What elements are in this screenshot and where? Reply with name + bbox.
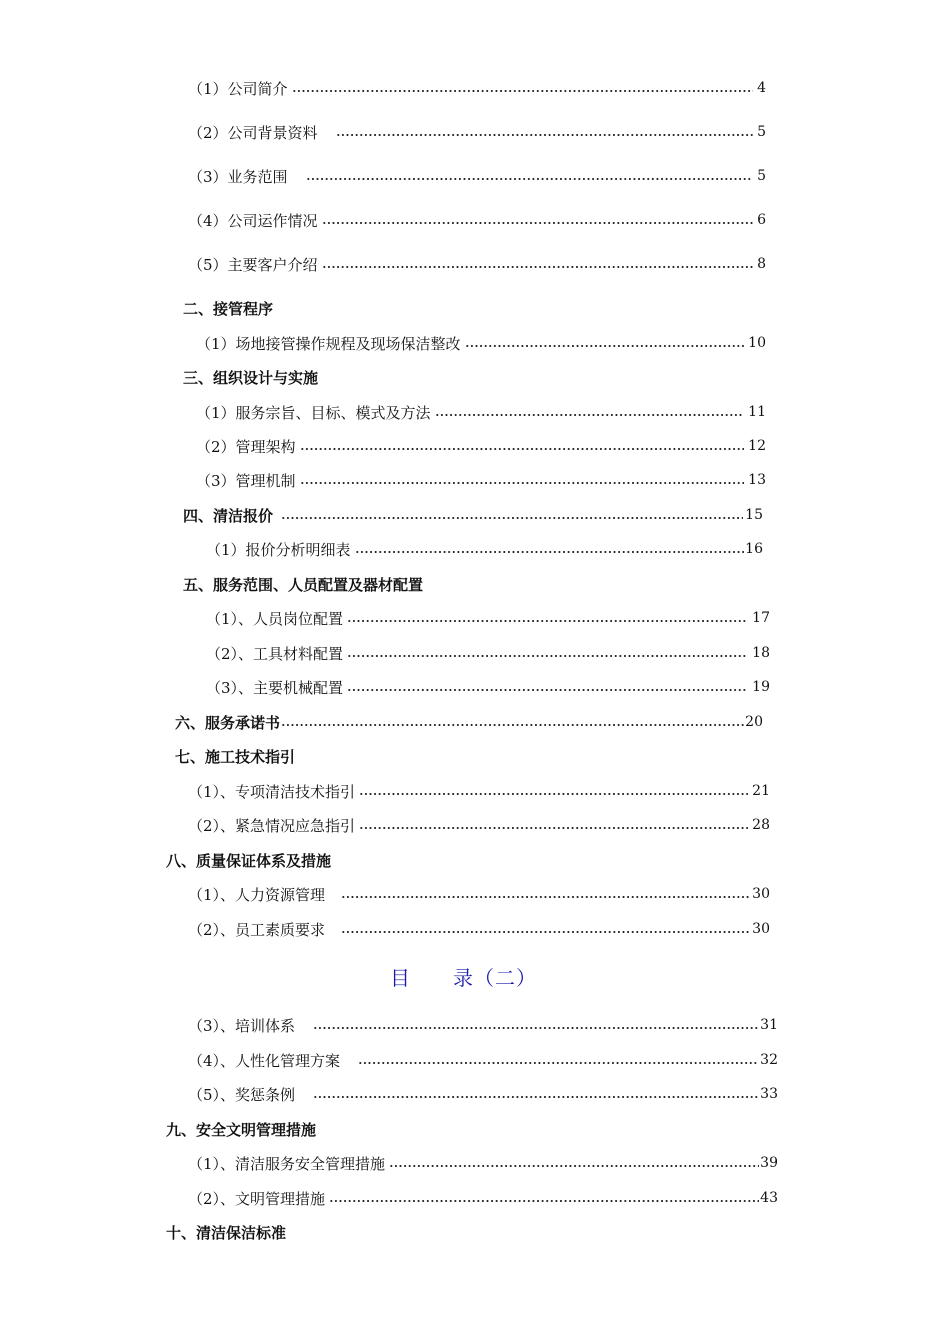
toc-entry-page: 39 [760, 1155, 778, 1171]
toc-entry-page: 11 [748, 404, 766, 420]
dot-leader [435, 414, 745, 416]
toc-entry-label: （1）、人员岗位配置 [206, 609, 344, 628]
dot-leader [336, 134, 754, 136]
toc-entry-page: 19 [752, 679, 770, 695]
dot-leader [300, 448, 745, 450]
toc-entry-site-takeover[interactable] [196, 332, 766, 354]
toc-entry-label: （1）场地接管操作规程及现场保洁整改 [196, 334, 461, 353]
toc-heading-label: 七、施工技术指引 [175, 747, 296, 766]
toc-heading-label: 三、组织设计与实施 [183, 368, 319, 387]
toc-entry-label: （4）、人性化管理方案 [188, 1051, 341, 1070]
toc-entry-label: （3）、培训体系 [188, 1016, 296, 1035]
toc-entry-hr-management[interactable] [188, 883, 770, 905]
toc-entry-page: 28 [752, 817, 770, 833]
toc-entry-page: 8 [757, 256, 766, 272]
toc-entry-page: 12 [748, 438, 766, 454]
toc-entry-tools-materials[interactable] [206, 642, 770, 664]
toc-entry-special-cleaning[interactable] [188, 780, 770, 802]
toc-entry-page: 17 [752, 610, 770, 626]
toc-entry-management-mechanism[interactable] [196, 469, 766, 491]
dot-leader [329, 1200, 759, 1202]
toc-heading-label: 六、服务承诺书 [175, 713, 281, 732]
toc-entry-page: 30 [752, 921, 770, 937]
toc-entry-label: （1）公司简介 [188, 79, 288, 98]
toc-heading-label: 二、接管程序 [183, 299, 274, 318]
toc-entry-page: 21 [752, 783, 770, 799]
toc-heading-safety-measures[interactable] [166, 1118, 316, 1140]
toc-entry-label: （4）公司运作情况 [188, 211, 318, 230]
toc-heading-organization[interactable] [183, 366, 318, 388]
toc-entry-label: （1）、人力资源管理 [188, 885, 326, 904]
toc-entry-main-clients[interactable] [188, 253, 766, 275]
toc-entry-staff-quality[interactable] [188, 918, 770, 940]
dot-leader [281, 517, 743, 519]
dot-leader [341, 931, 751, 933]
toc-entry-main-machinery[interactable] [206, 676, 770, 698]
dot-leader [292, 90, 754, 92]
toc-entry-label: （3）、主要机械配置 [206, 678, 344, 697]
dot-leader [313, 1027, 759, 1029]
toc-entry-rewards-penalties[interactable] [188, 1083, 778, 1105]
dot-leader [313, 1096, 759, 1098]
dot-leader [347, 620, 748, 622]
toc-entry-label: （5）主要客户介绍 [188, 255, 318, 274]
dot-leader [347, 689, 748, 691]
toc-heading-service-commitment[interactable] [175, 711, 763, 733]
dot-leader [322, 266, 754, 268]
toc-entry-page: 16 [745, 541, 763, 557]
dot-leader [281, 724, 744, 726]
dot-leader [389, 1165, 759, 1167]
toc-entry-page: 32 [760, 1052, 778, 1068]
toc-entry-page: 30 [752, 886, 770, 902]
toc-heading-page: 20 [745, 714, 763, 730]
toc-entry-page: 5 [757, 124, 766, 140]
toc-entry-page: 5 [757, 168, 766, 184]
toc-entry-humanized-management[interactable] [188, 1049, 778, 1071]
toc-heading-takeover[interactable] [183, 297, 273, 319]
toc-entry-label: （1）服务宗旨、目标、模式及方法 [196, 403, 431, 422]
toc-entry-label: （2）公司背景资料 [188, 123, 318, 142]
toc-entry-civilized-management[interactable] [188, 1187, 778, 1209]
toc-entry-page: 18 [752, 645, 770, 661]
dot-leader [358, 1062, 759, 1064]
dot-leader [306, 178, 754, 180]
toc-entry-page: 10 [748, 335, 766, 351]
toc-entry-label: （2）、员工素质要求 [188, 920, 326, 939]
toc-entry-page: 31 [760, 1017, 778, 1033]
dot-leader [322, 222, 754, 224]
dot-leader [465, 345, 745, 347]
dot-leader [359, 793, 748, 795]
toc-heading-cleaning-standards[interactable] [166, 1221, 286, 1243]
toc-entry-quote-detail[interactable] [206, 538, 763, 560]
toc-entry-label: （2）管理架构 [196, 437, 296, 456]
toc-heading-page: 15 [745, 507, 763, 523]
dot-leader [341, 896, 751, 898]
toc-heading-construction-guide[interactable] [175, 745, 295, 767]
toc-entry-label: （2）、工具材料配置 [206, 644, 344, 663]
toc-heading-service-scope[interactable] [183, 573, 423, 595]
toc-heading-cleaning-quote[interactable] [183, 504, 763, 526]
toc-entry-label: （2）、文明管理措施 [188, 1189, 326, 1208]
toc-entry-management-structure[interactable] [196, 435, 766, 457]
toc-heading-label: 九、安全文明管理措施 [166, 1120, 317, 1139]
toc-heading-label: 四、清洁报价 [183, 506, 274, 525]
toc-entry-label: （2）、紧急情况应急指引 [188, 816, 356, 835]
toc-entry-company-operation[interactable] [188, 209, 766, 231]
dot-leader [347, 655, 748, 657]
toc-entry-label: （1）报价分析明细表 [206, 540, 351, 559]
toc-entry-staff-positions[interactable] [206, 607, 770, 629]
toc-heading-label: 八、质量保证体系及措施 [166, 851, 332, 870]
section-title: 目 录（二） [390, 966, 537, 990]
toc-entry-label: （5）、奖惩条例 [188, 1085, 296, 1104]
toc-entry-training-system[interactable] [188, 1014, 778, 1036]
dot-leader [300, 482, 745, 484]
toc-entry-company-intro[interactable] [188, 77, 766, 99]
toc-entry-page: 6 [757, 212, 766, 228]
toc-entry-page: 4 [757, 80, 766, 96]
toc-entry-label: （1）、清洁服务安全管理措施 [188, 1154, 386, 1173]
toc-entry-label: （3）管理机制 [196, 471, 296, 490]
toc-heading-quality-assurance[interactable] [166, 849, 331, 871]
toc-entry-cleaning-safety[interactable] [188, 1152, 778, 1174]
dot-leader [359, 827, 748, 829]
dot-leader [355, 551, 745, 553]
toc-heading-label: 十、清洁保洁标准 [166, 1223, 287, 1242]
toc-entry-page: 43 [760, 1190, 778, 1206]
toc-entry-page: 13 [748, 472, 766, 488]
toc-entry-business-scope[interactable] [188, 165, 766, 187]
toc-entry-emergency-guide[interactable] [188, 814, 770, 836]
toc-entry-service-purpose[interactable] [196, 401, 766, 423]
toc-entry-label: （3）业务范围 [188, 167, 288, 186]
toc-entry-company-background[interactable] [188, 121, 766, 143]
toc-heading-label: 五、服务范围、人员配置及器材配置 [183, 575, 424, 594]
toc-entry-page: 33 [760, 1086, 778, 1102]
toc-entry-label: （1）、专项清洁技术指引 [188, 782, 356, 801]
